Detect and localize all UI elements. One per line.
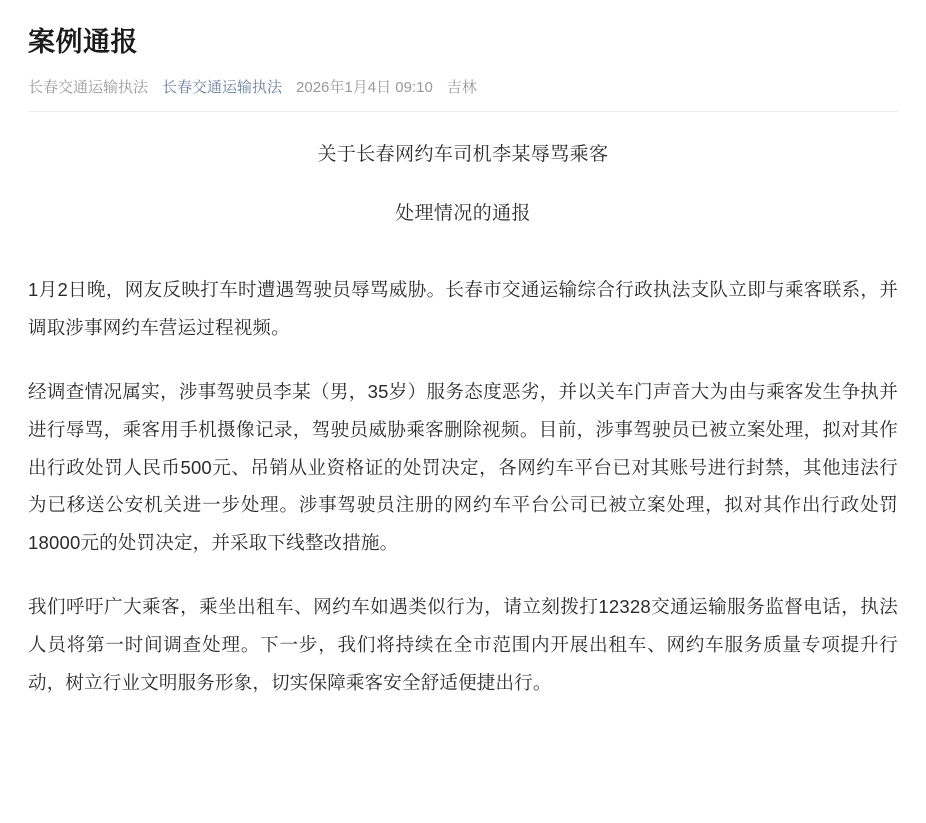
header-divider (28, 111, 898, 112)
article-paragraph: 我们呼吁广大乘客，乘坐出租车、网约车如遇类似行为，请立刻拨打12328交通运输服务监督电话，执法人员将第一时间调查处理。下一步，我们将持续在全市范围内开展出租车、网约车服务质量专项提升行动，树立行业文明服务形象，切实保障乘客安全舒适便捷出行。 (28, 596, 898, 694)
meta-account-name: 长春交通运输执法 (28, 79, 149, 97)
meta-location: 吉林 (446, 79, 477, 97)
article-paragraph: 1月2日晚，网友反映打车时遭遇驾驶员辱骂威胁。长春市交通运输综合行政执法支队立即与乘客联系，并调取涉事网约车营运过程视频。 (28, 278, 898, 338)
document-heading-line-1: 关于长春网约车司机李某辱骂乘客 (317, 144, 609, 166)
article-paragraph: 经调查情况属实，涉事驾驶员李某（男，35岁）服务态度恶劣，并以关车门声音大为由与乘客发生争执并进行辱骂，乘客用手机摄像记录，驾驶员威胁乘客删除视频。目前，涉事驾驶员已被立案处理，拟对其作出行政处罚人民币500元、吊销从业资格证的处罚决定，各网约车平台已对其账号进行封禁，其他违法行为已移送公安机关进一步处理。涉事驾驶员注册的网约车平台公司已被立案处理，拟对其作出行政处罚18000元的处罚决定，并采取下线整改措施。 (28, 380, 898, 554)
meta-account-link[interactable]: 长春交通运输执法 (162, 79, 283, 97)
article-meta (28, 76, 898, 97)
meta-datetime: 2026年1月4日 09:10 (296, 79, 433, 97)
page-title: 案例通报 (28, 27, 138, 57)
document-heading-line-2: 处理情况的通报 (395, 202, 531, 224)
